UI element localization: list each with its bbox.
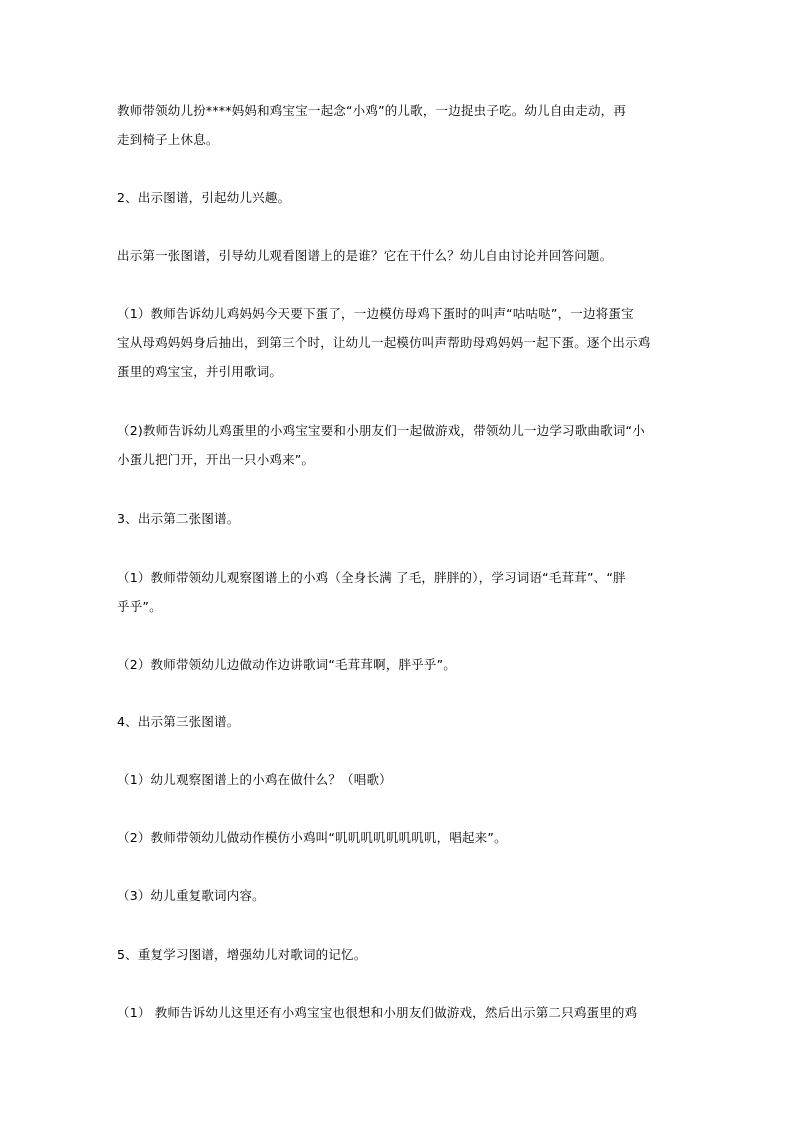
section-heading-4 — [117, 707, 677, 736]
section-heading-3 — [117, 504, 677, 533]
paragraph-section-3-step-1 — [117, 563, 677, 621]
text-line: 出示第一张图谱，引导幼儿观看图谱上的是谁？它在干什么？幼儿自由讨论并回答问题。 — [117, 248, 613, 263]
paragraph-section-4-step-1 — [117, 765, 677, 794]
text-line: （2)教师告诉幼儿鸡蛋里的小鸡宝宝要和小朋友们一起做游戏，带领幼儿一边学习歌曲歌词“小 — [117, 423, 645, 438]
text-line: （3）幼儿重复歌词内容。 — [117, 888, 265, 903]
text-line: 小蛋儿把门开，开出一只小鸡来”。 — [117, 452, 315, 467]
text-line: （2）教师带领幼儿边做动作边讲歌词“毛茸茸啊，胖乎乎”。 — [117, 657, 457, 672]
paragraph-section-5-step-1 — [117, 998, 677, 1027]
paragraph-first-chart — [117, 241, 677, 270]
text-line: 4、出示第三张图谱。 — [117, 714, 240, 729]
text-line: 宝从母鸡妈妈身后抽出，到第三个时，让幼儿一起模仿叫声帮助母鸡妈妈一起下蛋。逐个出示鸡 — [117, 335, 651, 350]
paragraph-section-3-step-2 — [117, 650, 677, 679]
text-line: 3、出示第二张图谱。 — [117, 511, 240, 526]
section-heading-2 — [117, 183, 677, 212]
paragraph-section-4-step-2 — [117, 823, 677, 852]
paragraph-step-2 — [117, 416, 677, 474]
paragraph-step-1 — [117, 299, 677, 386]
text-line: 乎乎”。 — [117, 599, 162, 614]
paragraph-section-4-step-3 — [117, 881, 677, 910]
text-line: 教师带领幼儿扮****妈妈和鸡宝宝一起念“小鸡”的儿歌，一边捉虫子吃。幼儿自由走动，再 — [117, 103, 627, 118]
text-line: （1）教师带领幼儿观察图谱上的小鸡（全身长满 了毛，胖胖的），学习词语“毛茸茸”、“胖 — [117, 570, 626, 585]
text-line: （1）教师告诉幼儿鸡妈妈今天要下蛋了，一边模仿母鸡下蛋时的叫声“咕咕哒”，一边将蛋宝 — [117, 306, 634, 321]
text-line: 5、重复学习图谱，增强幼儿对歌词的记忆。 — [117, 947, 367, 962]
section-heading-5 — [117, 940, 677, 969]
text-line: 2、出示图谱，引起幼儿兴趣。 — [117, 190, 291, 205]
text-line: 走到椅子上休息。 — [117, 132, 219, 147]
text-line: （1） 教师告诉幼儿这里还有小鸡宝宝也很想和小朋友们做游戏，然后出示第二只鸡蛋里的鸡 — [117, 1005, 638, 1020]
paragraph-intro-activity — [117, 96, 677, 154]
text-line: 蛋里的鸡宝宝，并引用歌词。 — [117, 364, 283, 379]
text-line: （1）幼儿观察图谱上的小鸡在做什么？（唱歌） — [117, 772, 392, 787]
text-line: （2）教师带领幼儿做动作模仿小鸡叫“叽叽叽叽叽叽叽叽，唱起来”。 — [117, 830, 507, 845]
